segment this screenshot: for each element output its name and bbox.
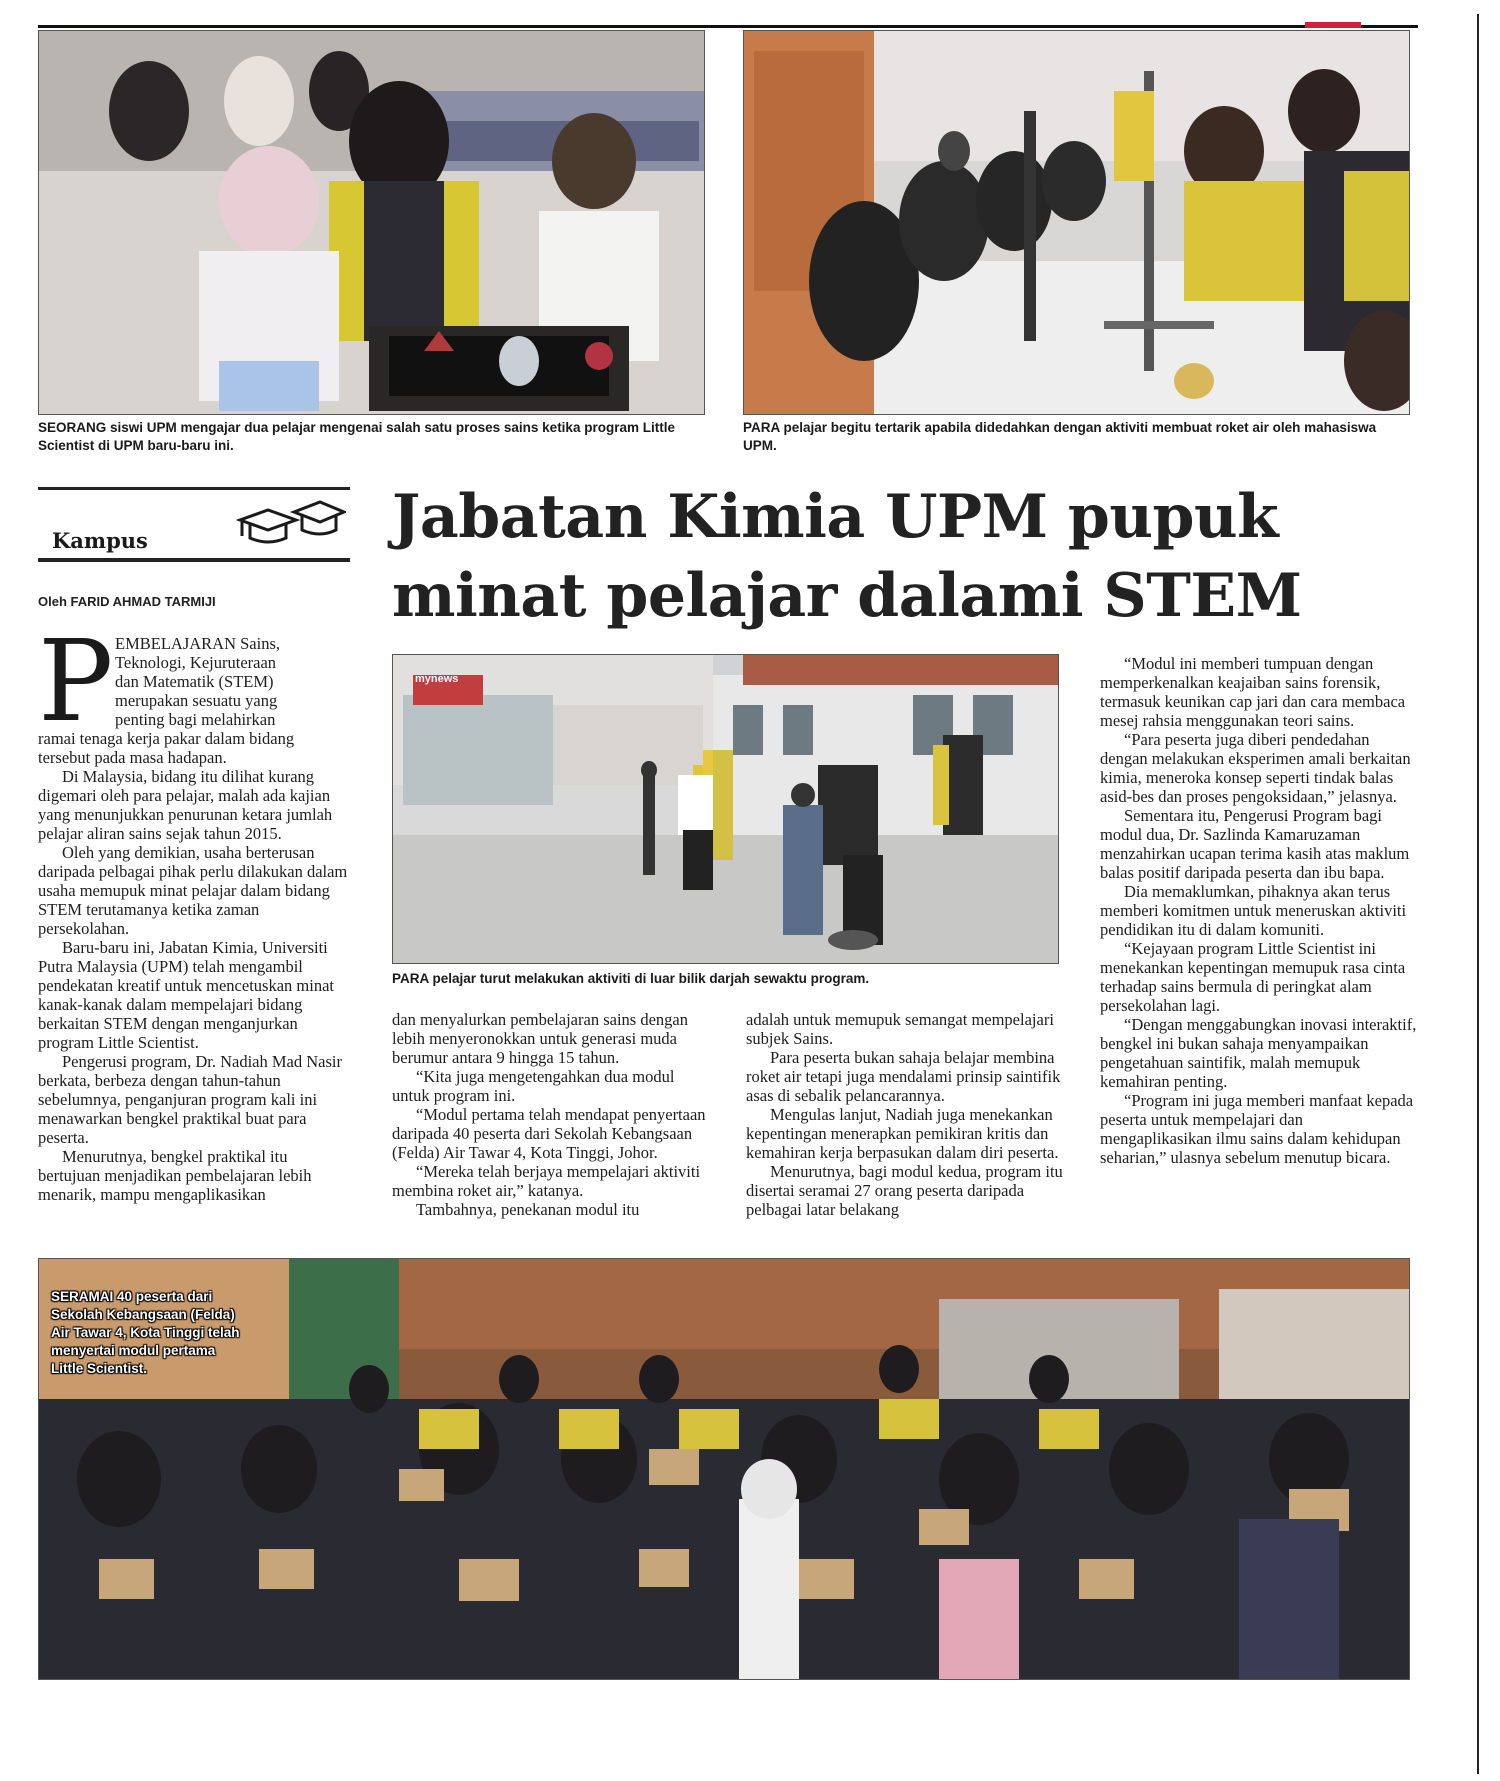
headline-line-2: minat pelajar dalami STEM bbox=[392, 561, 1302, 631]
drop-cap: P bbox=[38, 617, 114, 747]
photo-caption-group: SERAMAI 40 peserta dari Sekolah Kebangsaan (Felda) Air Tawar 4, Kota Tinggi telah menyertai modul pertama Little Scientist. bbox=[51, 1289, 240, 1376]
photo-outdoor-activity bbox=[392, 654, 1059, 964]
photo-caption-rocket: PARA pelajar begitu tertarik apabila didedahkan dengan aktiviti membuat roket air oleh mahasiswa UPM. bbox=[743, 420, 1377, 453]
paragraph: dan menyalurkan pembelajaran sains dengan lebih menyeronokkan untuk generasi muda berumur antara 9 hingga 15 tahun. bbox=[392, 1010, 688, 1067]
paragraph: “Modul pertama telah mendapat penyertaan daripada 40 peserta dari Sekolah Kebangsaan (Felda) Air Tawar 4, Kota Tinggi, Johor. bbox=[392, 1105, 706, 1162]
photo-caption-lab: SEORANG siswi UPM mengajar dua pelajar mengenai salah satu proses sains ketika program Little Scientist di UPM baru-baru ini. bbox=[38, 420, 675, 453]
paragraph: “Modul ini memberi tumpuan dengan memperkenalkan keajaiban sains forensik, termasuk keunikan cap jari dan cara membaca mesej rahsia menggunakan teori sains. bbox=[1100, 654, 1406, 730]
photo-water-rocket bbox=[743, 30, 1410, 415]
paragraph: Para peserta bukan sahaja belajar membina roket air tetapi juga mendalami prinsip saintifik asas di sebalik pelancarannya. bbox=[746, 1048, 1061, 1105]
paragraph: Menurutnya, bagi modul kedua, program itu disertai seramai 27 orang peserta daripada pelbagai latar belakang bbox=[746, 1162, 1063, 1219]
photo-caption-outdoor: PARA pelajar turut melakukan aktiviti di luar bilik darjah sewaktu program. bbox=[392, 971, 870, 986]
paragraph: ramai tenaga kerja pakar dalam bidang tersebut pada masa hadapan. bbox=[38, 729, 295, 767]
paragraph: adalah untuk memupuk semangat mempelajari subjek Sains. bbox=[746, 1010, 1054, 1048]
paragraph: Oleh yang demikian, usaha berterusan daripada pelbagai pihak perlu dilakukan dalam usaha memupuk minat pelajar dalam bidang STEM terutamanya ketika zaman persekolahan. bbox=[38, 843, 348, 938]
section-rule-bottom bbox=[38, 558, 350, 562]
paragraph: “Dengan menggabungkan inovasi interaktif, bengkel ini bukan sahaja menyampaikan pengetahuan saintifik, malah memupuk kemahiran penting. bbox=[1100, 1015, 1417, 1091]
graduation-caps-icon bbox=[236, 498, 346, 550]
paragraph: “Mereka telah berjaya mempelajari aktiviti membina roket air,” katanya. bbox=[392, 1162, 701, 1200]
paragraph: Pengerusi program, Dr. Nadiah Mad Nasir berkata, berbeza dengan tahun-tahun sebelumnya, penganjuran program kali ini menawarkan bengkel praktikal buat para peserta. bbox=[38, 1052, 342, 1147]
headline-line-1: Jabatan Kimia UPM pupuk bbox=[392, 482, 1279, 552]
paragraph: “Kita juga mengetengahkan dua modul untuk program ini. bbox=[392, 1067, 675, 1105]
top-rule bbox=[38, 25, 1418, 28]
paragraph: Menurutnya, bengkel praktikal itu bertujuan menjadikan pembelajaran lebih menarik, mampu mengaplikasikan bbox=[38, 1147, 312, 1204]
lead-line: penting bagi melahirkan bbox=[115, 710, 276, 729]
paragraph: “Kejayaan program Little Scientist ini menekankan kepentingan memupuk rasa cinta terhadap sains bermula di peringkat alam persekolahan lagi. bbox=[1100, 939, 1406, 1015]
paragraph: Tambahnya, penekanan modul itu bbox=[416, 1200, 640, 1219]
page-edge-rule bbox=[1477, 14, 1479, 1774]
headline bbox=[392, 478, 1392, 636]
byline: Oleh FARID AHMAD TARMIJI bbox=[38, 594, 216, 609]
article-column-4 bbox=[1100, 654, 1418, 1254]
photo-group bbox=[38, 1258, 1410, 1680]
paragraph: “Para peserta juga diberi pendedahan dengan melakukan eksperimen amali berkaitan kimia, meneroka konsep seperti tindak balas asid-bes dan proses pengoksidaan,” jelasnya. bbox=[1100, 730, 1411, 806]
section-rule-top bbox=[38, 487, 350, 490]
shop-sign: mynews bbox=[415, 673, 459, 685]
article-column-1 bbox=[38, 729, 350, 1256]
paragraph: Mengulas lanjut, Nadiah juga menekankan kepentingan menerapkan pemikiran kritis dan kemahiran kerja berpasukan dalam diri peserta. bbox=[746, 1105, 1059, 1162]
lead-line: EMBELAJARAN Sains, bbox=[115, 634, 281, 653]
lead-line: Teknologi, Kejuruteraan bbox=[115, 653, 277, 672]
section-label: Kampus bbox=[52, 528, 148, 553]
photo-lab-teaching bbox=[38, 30, 705, 415]
top-red-accent bbox=[1305, 22, 1361, 28]
article-column-2 bbox=[392, 1010, 710, 1256]
paragraph: “Program ini juga memberi manfaat kepada peserta untuk mempelajari dan mengaplikasikan ilmu sains dalam kehidupan seharian,” ulasnya sebelum menutup bicara. bbox=[1100, 1091, 1414, 1167]
paragraph: Di Malaysia, bidang itu dilihat kurang digemari oleh para pelajar, malah ada kajian yang menunjukkan penurunan ketara jumlah pelajar aliran sains sejak tahun 2015. bbox=[38, 767, 333, 843]
paragraph: Dia memaklumkan, pihaknya akan terus memberi komitmen untuk meneruskan aktiviti pendidikan itu di dalam komuniti. bbox=[1100, 882, 1407, 939]
paragraph: Baru-baru ini, Jabatan Kimia, Universiti Putra Malaysia (UPM) telah mengambil pendekatan kreatif untuk mencetuskan minat kanak-kanak dalam mempelajari bidang berkaitan STEM dengan menganjurkan program Little Scientist. bbox=[38, 938, 334, 1052]
lead-line: dan Matematik (STEM) bbox=[115, 672, 274, 691]
paragraph: Sementara itu, Pengerusi Program bagi modul dua, Dr. Sazlinda Kamaruzaman menzahirkan ucapan terima kasih atas maklum balas positif daripada peserta dan ibu bapa. bbox=[1100, 806, 1410, 882]
article-column-3 bbox=[746, 1010, 1064, 1256]
lead-lines bbox=[115, 634, 350, 729]
lead-line: merupakan sesuatu yang bbox=[115, 691, 278, 710]
